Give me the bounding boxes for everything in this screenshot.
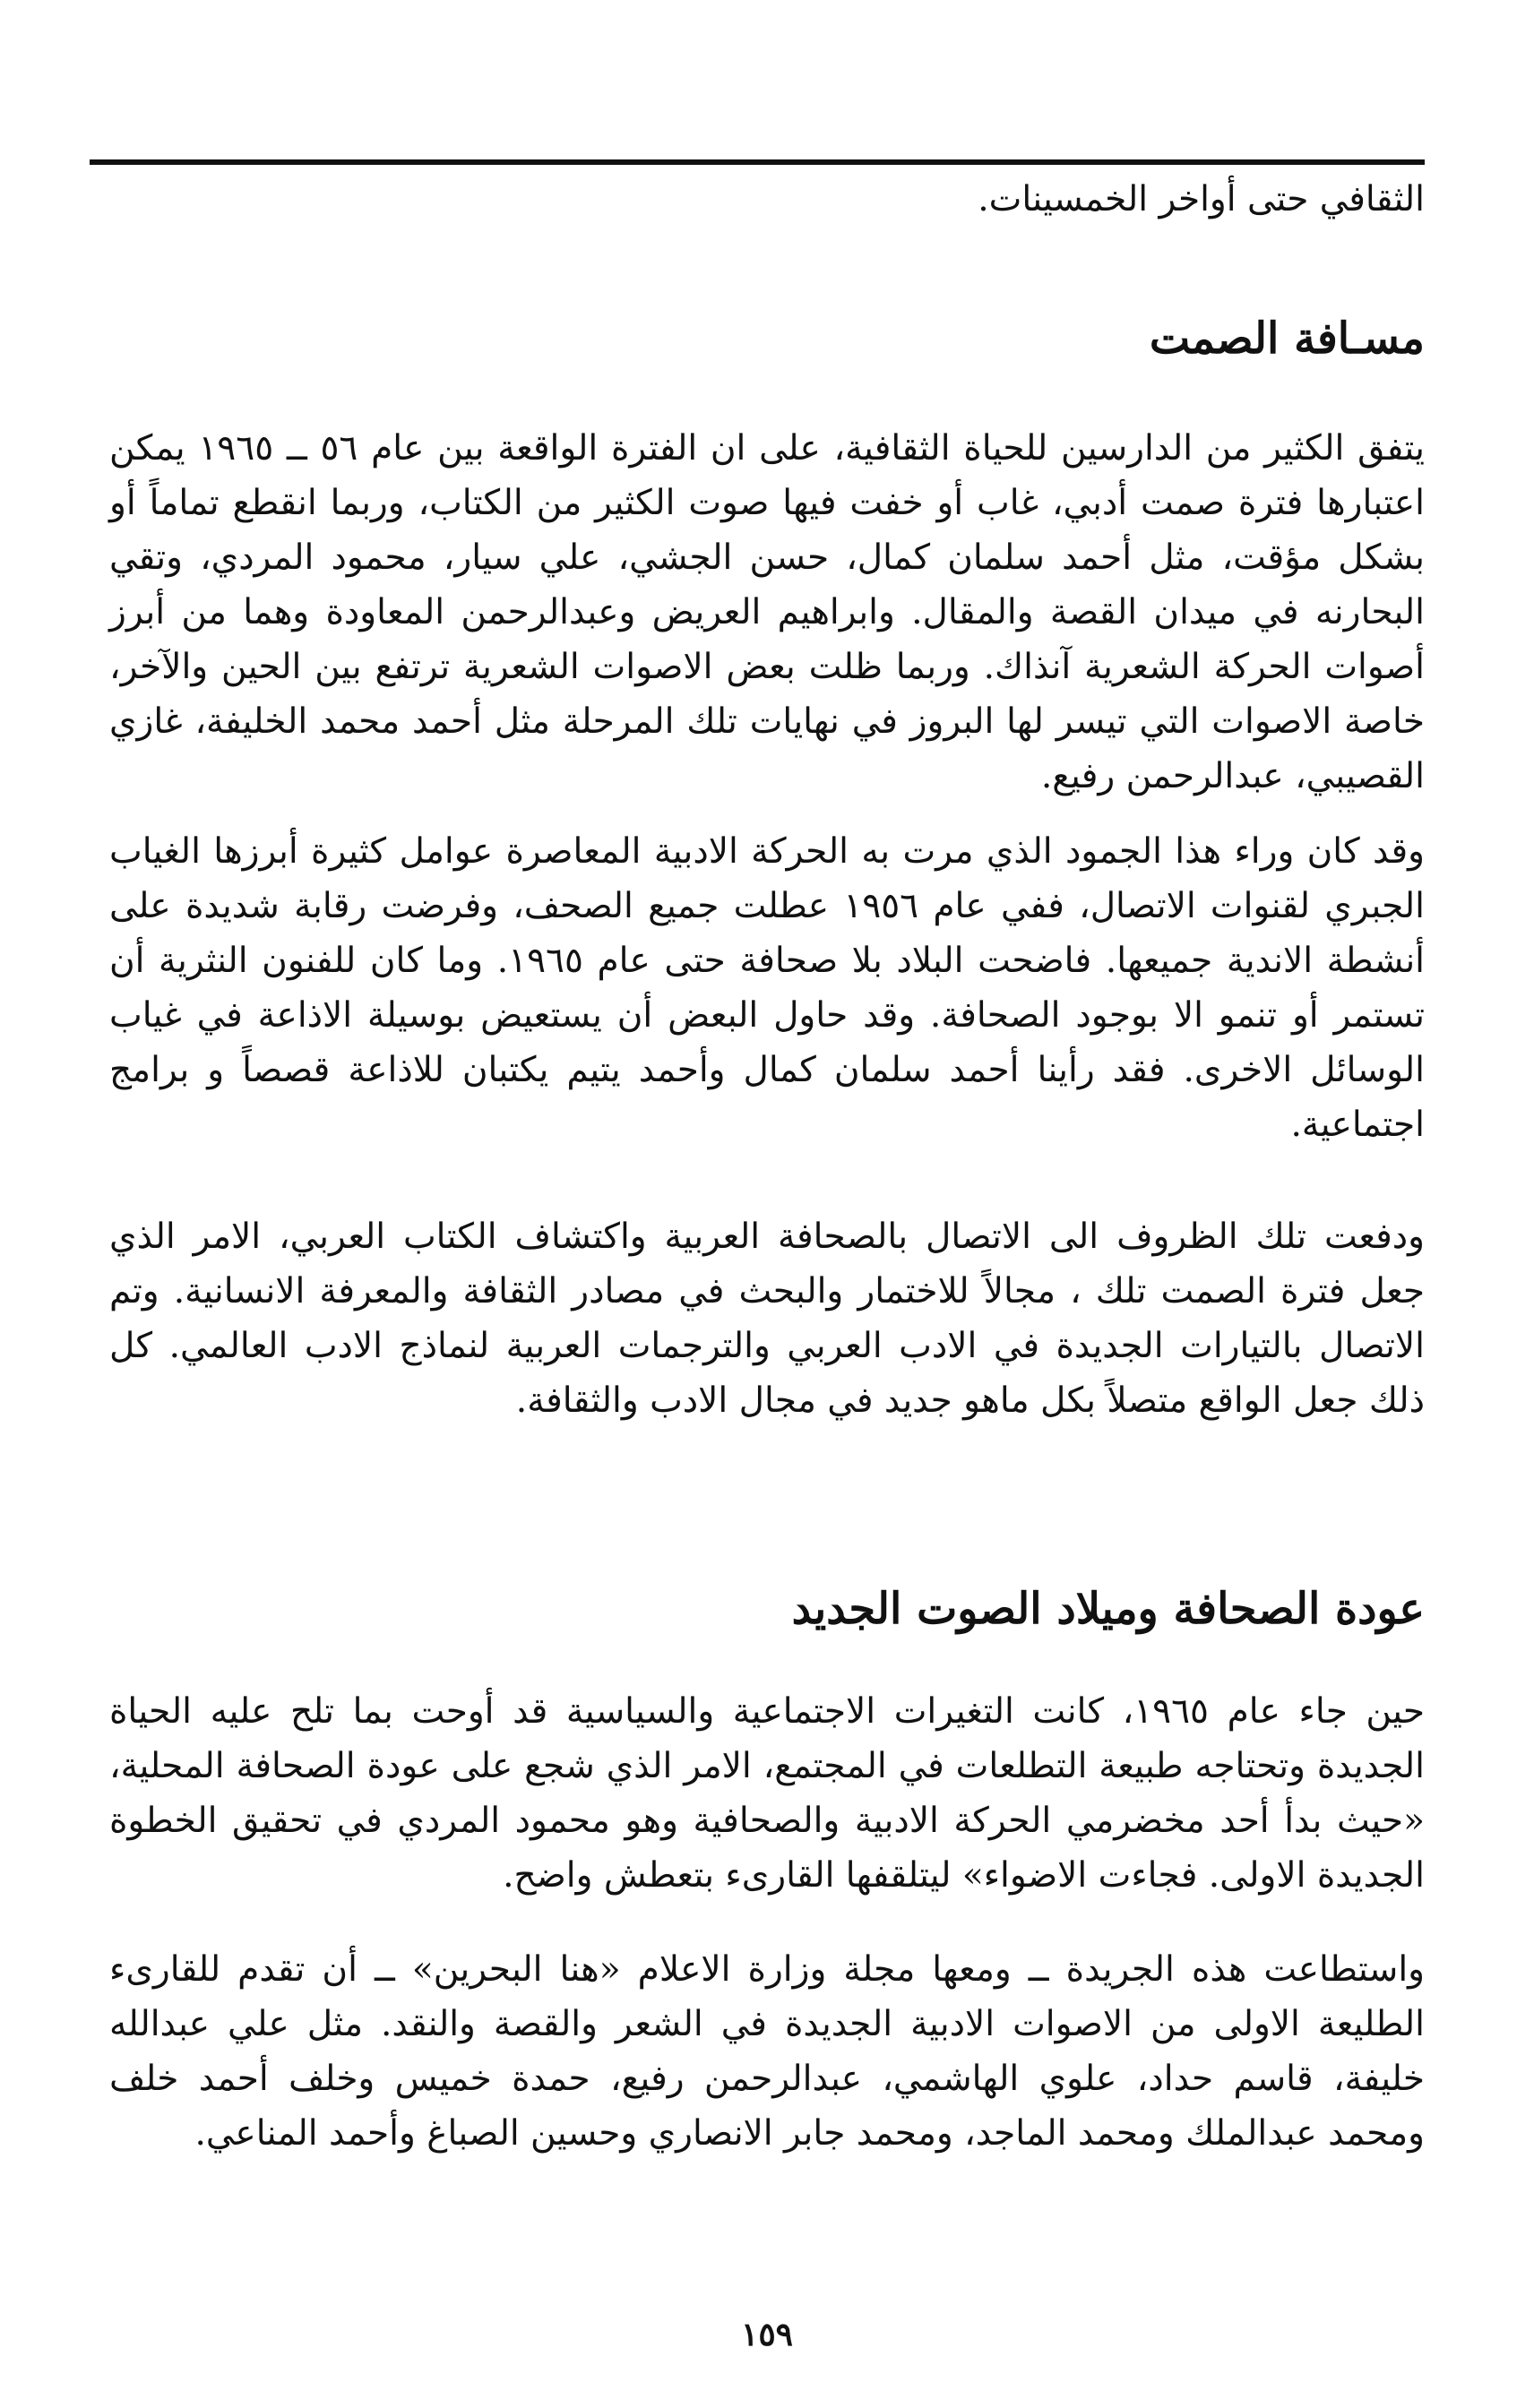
section1-paragraph-2 <box>109 824 1425 1152</box>
section-heading-press-return: عودة الصحافة وميلاد الصوت الجديد <box>791 1584 1425 1634</box>
paragraph-text: حين جاء عام ١٩٦٥، كانت التغيرات الاجتماعية والسياسية قد أوحت بما تلح عليه الحياة الجديدة وتحتاجه طبيعة التطلعات في المجتمع، الامر الذي شجع على عودة الصحافة المحلية، «حيث بدأ أحد مخضرمي الحركة الادبية والصحافية وهو محمود المردي في تحقيق الخطوة الجديدة الاولى. فجاءت الاضواء» ليتلقفها القارىء بتعطش واضح. <box>109 1691 1425 1896</box>
paragraph-text: وقد كان وراء هذا الجمود الذي مرت به الحركة الادبية المعاصرة عوامل كثيرة أبرزها الغياب الجبري لقنوات الاتصال، ففي عام ١٩٥٦ عطلت جميع الصحف، وفرضت رقابة شديدة على أنشطة الاندية جميعها. فاضحت البلاد بلا صحافة حتى عام ١٩٦٥. وما كان للفنون النثرية أن تستمر أو تنمو الا بوجود الصحافة. وقد حاول البعض أن يستعيض بوسيلة الاذاعة في غياب الوسائل الاخرى. فقد رأينا أحمد سلمان كمال وأحمد يتيم يكتبان للاذاعة قصصاً و برامج اجتماعية. <box>109 831 1426 1145</box>
paragraph-text: يتفق الكثير من الدارسين للحياة الثقافية، على ان الفترة الواقعة بين عام ٥٦ ــ ١٩٦٥ يمكن اعتبارها فترة صمت أدبي، غاب أو خفت فيها صوت الكثير من الكتاب، وربما انقطع تماماً أو بشكل مؤقت، مثل أحمد سلمان كمال، حسن الجشي، علي سيار، محمود المردي، وتقي البحارنه في ميدان القصة والمقال. وابراهيم العريض وعبدالرحمن المعاودة وهما من أبرز أصوات الحركة الشعرية آنذاك. وربما ظلت بعض الاصوات الشعرية ترتفع بين الحين والآخر، خاصة الاصوات التي تيسر لها البروز في نهايات تلك المرحلة مثل أحمد محمد الخليفة، غازي القصيبي، عبدالرحمن رفيع. <box>109 428 1425 796</box>
section2-paragraph-1 <box>109 1684 1425 1903</box>
section1-paragraph-1 <box>109 421 1425 804</box>
paragraph-text: واستطاعت هذه الجريدة ــ ومعها مجلة وزارة الاعلام «هنا البحرين» ــ أن تقدم للقارىء الطليعة الاولى من الاصوات الادبية الجديدة في الشعر والقصة والنقد. مثل علي عبدالله خليفة، قاسم حداد، علوي الهاشمي، عبدالرحمن رفيع، حمدة خميس وخلف أحمد خلف ومحمد عبدالملك ومحمد الماجد، ومحمد جابر الانصاري وحسين الصباغ وأحمد المناعي. <box>109 1949 1425 2154</box>
paragraph-text: ودفعت تلك الظروف الى الاتصال بالصحافة العربية واكتشاف الكتاب العربي، الامر الذي جعل فترة الصمت تلك ، مجالاً للاختمار والبحث في مصادر الثقافة والمعرفة الانسانية. وتم الاتصال بالتيارات الجديدة في الادب العربي والترجمات العربية لنماذج الادب العالمي. كل ذلك جعل الواقع متصلاً بكل ماهو جديد في مجال الادب والثقافة. <box>109 1217 1425 1421</box>
section-heading-silence: مسـافة الصمت <box>1149 314 1425 364</box>
top-rule <box>90 159 1425 165</box>
section1-paragraph-3 <box>109 1209 1425 1428</box>
continuation-paragraph <box>109 172 1425 227</box>
page-number: ١٥٩ <box>740 2316 793 2353</box>
continuation-line: الثقافي حتى أواخر الخمسينات. <box>978 179 1425 219</box>
section2-paragraph-2 <box>109 1942 1425 2161</box>
